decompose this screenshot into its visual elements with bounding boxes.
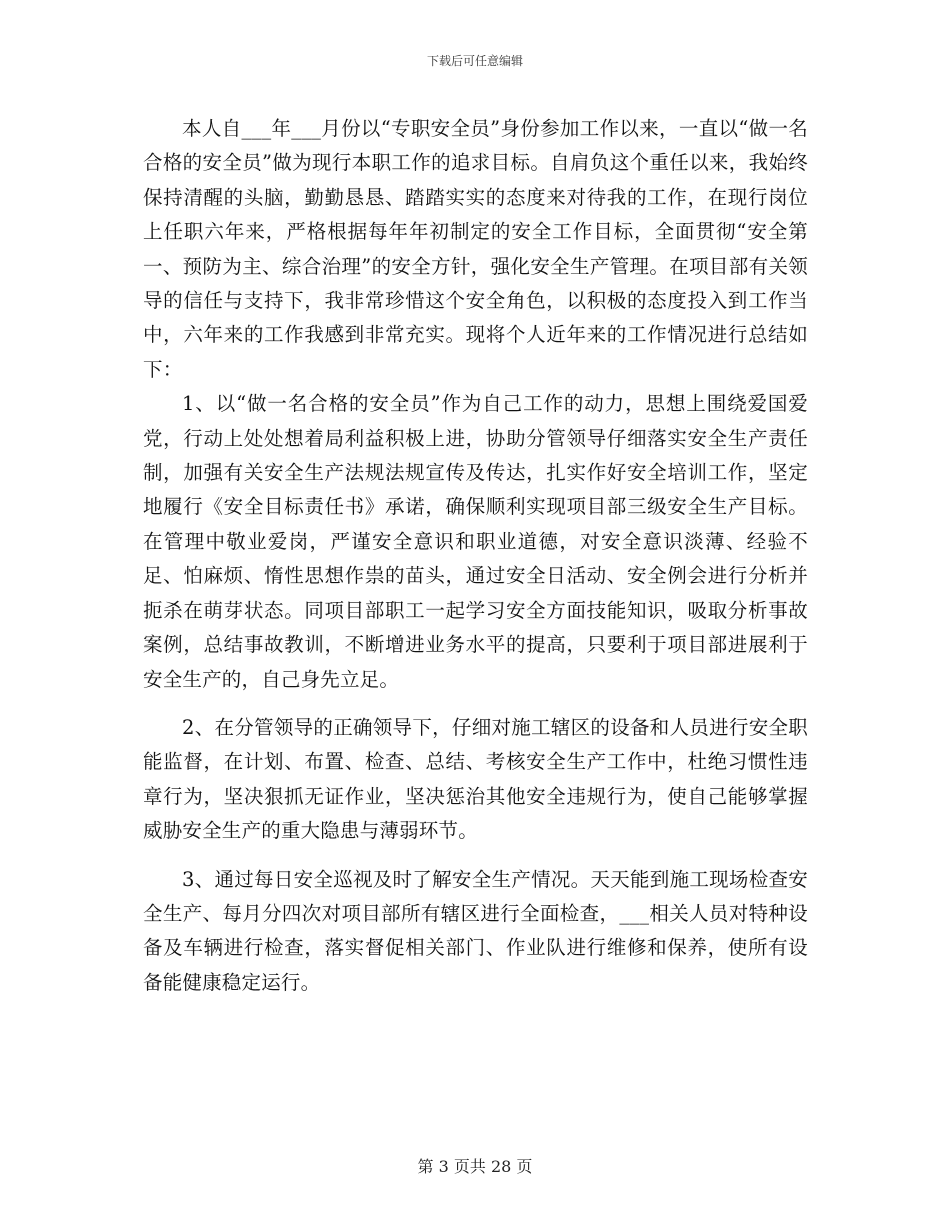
paragraph-item-2: 2、在分管领导的正确领导下，仔细对施工辖区的设备和人员进行安全职能监督，在计划、布置、检查、总结、考核安全生产工作中，杜绝习惯性违章行为，坚决狠抓无证作业，坚决惩治其他安全违规行为，使自己能够掌握威胁安全生产的重大隐患与薄弱环节。	[143, 715, 808, 843]
paragraph-spacer	[143, 849, 808, 863]
page-header-note: 下载后可任意编辑	[426, 54, 523, 68]
page-number: 第 3 页共 28 页	[417, 1157, 533, 1176]
paragraph-item-1: 1、以“做一名合格的安全员”作为自己工作的动力，思想上围绕爱国爱党，行动上处处想着局利益积极上进，协助分管领导仔细落实安全生产责任制，加强有关安全生产法规法规宣传及传达，扎实作好安全培训工作，坚定地履行《安全目标责任书》承诺，确保顺利实现项目部三级安全生产目标。在管理中敬业爱岗，严谨安全意识和职业道德，对安全意识淡薄、经验不足、怕麻烦、惰性思想作祟的苗头，通过安全日活动、安全例会进行分析并扼杀在萌芽状态。同项目部职工一起学习安全方面技能知识，吸取分析事故案例，总结事故教训，不断增进业务水平的提高，只要利于项目部进展利于安全生产的，自己身先立足。	[143, 392, 808, 691]
document-body	[143, 112, 808, 1000]
paragraph-item-3: 3、通过每日安全巡视及时了解安全生产情况。天天能到施工现场检查安全生产、每月分四次对项目部所有辖区进行全面检查，___相关人员对特种设备及车辆进行检查，落实督促相关部门、作业队进行维修和保养，使所有设备能健康稳定运行。	[143, 867, 808, 994]
paragraph-intro: 本人自___年___月份以“专职安全员”身份参加工作以来，一直以“做一名合格的安全员”做为现行本职工作的追求目标。自肩负这个重任以来，我始终保持清醒的头脑，勤勤恳恳、踏踏实实的态度来对待我的工作，在现行岗位上任职六年来，严格根据每年年初制定的安全工作目标，全面贯彻“安全第一、预防为主、综合治理”的安全方针，强化安全生产管理。在项目部有关领导的信任与支持下，我非常珍惜这个安全角色，以积极的态度投入到工作当中，六年来的工作我感到非常充实。现将个人近年来的工作情况进行总结如下：	[143, 117, 808, 381]
paragraph-spacer	[143, 697, 808, 711]
